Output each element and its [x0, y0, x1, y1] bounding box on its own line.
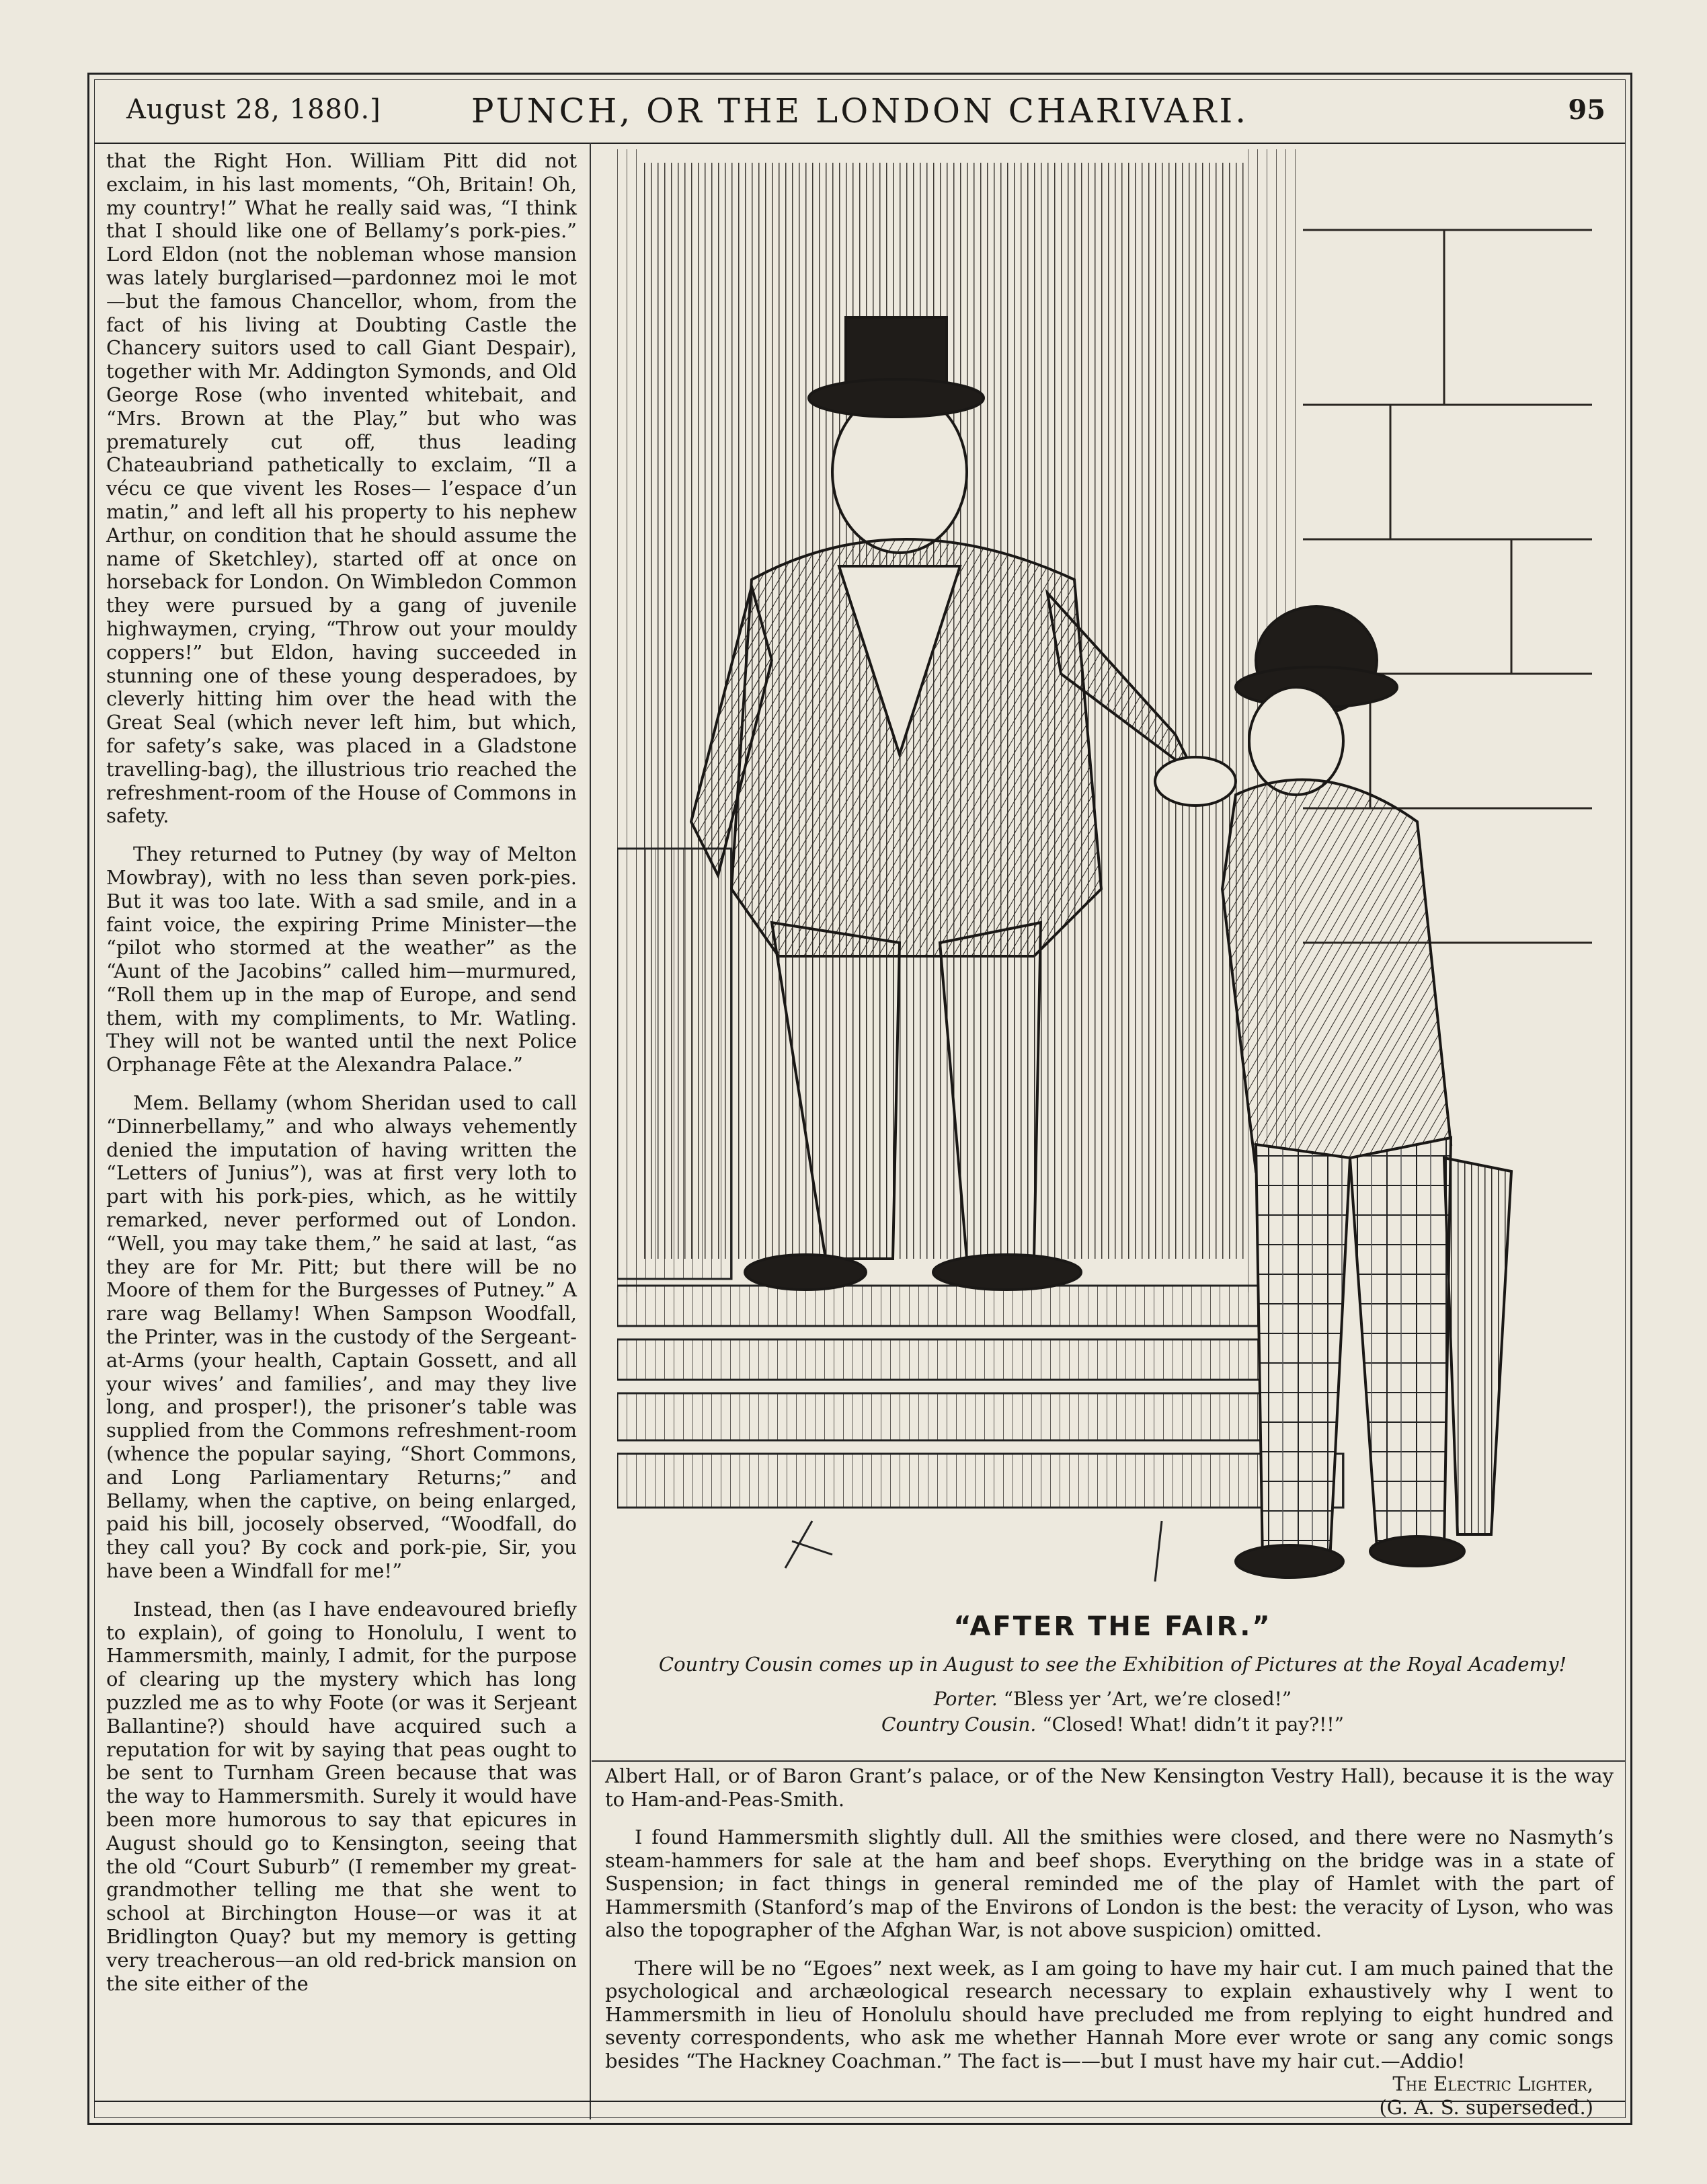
caption-subtitle: Country Cousin comes up in August to see the Exhibition of Pictures at the Royal Academy! — [658, 1653, 1567, 1676]
caption-dialogue-porter — [605, 1686, 1620, 1712]
left-column — [106, 149, 577, 1995]
left-paragraph-1: that the Right Hon. William Pitt did not exclaim, in his last moments, “Oh, Britain! Oh, my country!” What he really said was, “I think that I should like one of Bellamy’s pork-pies.” Lord Eldon (not the nobleman whose mansion was lately burglarised—pardonnez moi le mot—but the famous Chancellor, whom, from the fact of his living at Doubting Castle the Chancery suitors used to call Giant Despair), together with Mr. Addington Symonds, and Old George Rose (who invented whitebait, and “Mrs. Brown at the Play,” but who was prematurely cut off, thus leading Chateaubriand pathetically to exclaim, “Il a vécu ce que vivent les Roses— l’espace d’un matin,” and left all his property to his nephew Arthur, on condition that he should assume the name of Sketchley), started off at once on horseback for London. On Wimbledon Common they were pursued by a gang of juvenile highwaymen, crying, “Throw out your mouldy coppers!” but Eldon, having succeeded in stunning one of these young desperadoes, by cleverly hitting him over the head with the Great Seal (which never left him, but which, for safety’s sake, was placed in a Gladstone travelling-bag), the illustrious trio reached the refreshment-room of the House of Commons in safety. — [106, 149, 577, 828]
caption-dialogue-cousin — [605, 1712, 1620, 1738]
left-paragraph-3: Mem. Bellamy (whom Sheridan used to call “Dinnerbellamy,” and who always vehemently denied the imputation of having written the “Letters of Junius”), was at first very loth to part with his pork-pies, which, as he wittily remarked, never performed out of London. “Well, you may take them,” he said at last, “as they are for Mr. Pitt; but there will be no Moore of them for the Burgesses of Putney.” A rare wag Bellamy! When Sampson Woodfall, the Printer, was in the custody of the Sergeant-at-Arms (your health, Captain Gossett, and all your wives’ and families’, and may they live long, and prosper!), the prisoner’s table was supplied from the Commons refreshment-room (whence the popular saying, “Short Commons, and Long Parliamentary Returns;” and Bellamy, when the captive, on being enlarged, paid his bill, jocosely observed, “Woodfall, do they call you? By cock and pork-pie, Sir, you have been a Windfall for me!” — [106, 1091, 577, 1583]
page-number: 95 — [1568, 94, 1605, 126]
signature: The Electric Lighter, — [1392, 2072, 1593, 2095]
right-paragraph-3: There will be no “Egoes” next week, as I am going to have my hair cut. I am much pained that the psychological and archæological research necessary to explain exhaustively why I went to Hammersmith in lieu of Honolulu should have precluded me from replying to eight hundred and seventy correspondents, who ask me whether Hannah More ever wrote or sang any comic songs besides “The Hackney Coachman.” The fact is——but I must have my hair cut.—Addio! — [605, 1956, 1614, 2072]
caption-speaker-porter: Porter. — [933, 1688, 998, 1710]
cartoon-caption — [605, 1611, 1620, 1738]
header-title: PUNCH, OR THE LONDON CHARIVARI. — [471, 91, 1249, 130]
right-paragraph-2: I found Hammersmith slightly dull. All the smithies were closed, and there were no Nasmyth’s steam-hammers for sale at the ham and beef shops. Everything on the bridge was in a state of Suspension; in fact things in general reminded me of the play of Hamlet with the part of Hammersmith (Stanford’s map of the Environs of London is the best: the veracity of Lyson, who was also the topographer of the Afghan War, is not above suspicion) omitted. — [605, 1826, 1614, 1941]
caption-title: “AFTER THE FAIR.” — [953, 1611, 1272, 1642]
left-paragraph-2: They returned to Putney (by way of Melton Mowbray), with no less than seven pork-pies. But it was too late. With a sad smile, and in a faint voice, the expiring Prime Minister—the “pilot who stormed at the weather” as the “Aunt of the Jacobins” called him—murmured, “Roll them up in the map of Europe, and send them, with my compliments, to Mr. Watling. They will not be wanted until the next Police Orphanage Fête at the Alexandra Palace.” — [106, 843, 577, 1077]
left-paragraph-4: Instead, then (as I have endeavoured briefly to explain), of going to Honolulu, I went to Hammersmith, mainly, I admit, for the purpose of clearing up the mystery which has long puzzled me as to why Foote (or was it Serjeant Ballantine?) should have acquired such a reputation for wit by saying that peas ought to be sent to Turnham Green because that was the way to Hammersmith. Surely it would have been more humorous to say that epicures in August should go to Kensington, seeing that the old “Court Suburb” (I remember my great-grandmother telling me that she went to school at Birchington House—or was it at Bridlington Quay? but my memory is getting very treacherous—an old red-brick mansion on the site either of the — [106, 1597, 577, 1995]
right-column — [605, 1764, 1614, 2119]
column-rule — [590, 143, 591, 2119]
header-date: August 28, 1880.] — [126, 94, 381, 125]
caption-speaker-cousin: Country Cousin. — [881, 1713, 1037, 1736]
signature-note: (G. A. S. superseded.) — [1379, 2095, 1593, 2119]
caption-text-porter: “Bless yer ’Art, we’re closed!” — [1003, 1688, 1292, 1710]
caption-rule — [592, 1760, 1626, 1762]
page-header — [94, 79, 1626, 144]
cartoon-engraving-image — [617, 149, 1611, 1602]
footer-rule — [94, 2101, 1626, 2102]
cartoon-illustration — [617, 149, 1611, 1602]
header-rule — [94, 143, 1626, 144]
right-paragraph-1: Albert Hall, or of Baron Grant’s palace, or of the New Kensington Vestry Hall), because it is the way to Ham-and-Peas-Smith. — [605, 1764, 1614, 1811]
caption-text-cousin: “Closed! What! didn’t it pay?!!” — [1042, 1713, 1344, 1736]
